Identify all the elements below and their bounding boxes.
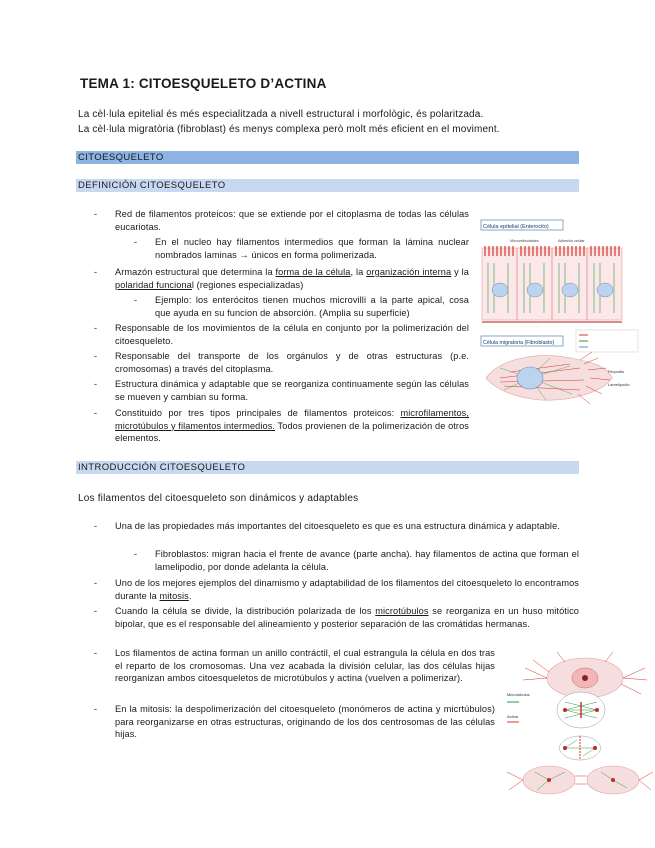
bullet-dash: - <box>94 379 98 389</box>
mitosis-cell-2 <box>557 692 605 728</box>
bullet-dash: - <box>94 323 98 333</box>
introduccion-item-4: Los filamentos de actina forman un anillo contráctil, el cual estrangula la célula en dos tras el reparto de los cromosomas. Una vez acabada la división celular, las dos células hijas reorganizan ambos citoesqueletos de microtúbulos y actina (vuelven a polimerizar). <box>115 648 495 684</box>
introduccion-lead: Los filamentos del citoesqueleto son dinámicos y adaptables <box>78 493 359 504</box>
definicion-item-1: Red de filamentos proteicos: que se extiende por el citoplasma de todas las células eucariotas. <box>115 209 469 232</box>
page-title: TEMA 1: CITOESQUELETO D’ACTINA <box>80 76 327 91</box>
bullet-dash: - <box>134 549 138 559</box>
bullet-dash: - <box>94 578 98 588</box>
actin-label: Actina <box>507 714 519 719</box>
lamelipodio-label: Lamelipodio <box>608 382 630 387</box>
bullet-dash: - <box>94 408 98 418</box>
introduccion-item-1-sub: Fibroblastos: migran hacia el frente de avance (parte ancha). hay filamentos de actina que forman el lamelipodio, por donde adelanta la célula. <box>155 549 579 572</box>
definicion-item-6: Constituido por tres tipos principales de filamentos proteicos: microfilamentos, microtúbulos y filamentos intermedios. Todos provienen de la polimerización de otros elementos. <box>115 408 469 444</box>
bullet-dash: - <box>94 704 98 714</box>
bullet-dash: - <box>94 521 98 531</box>
bullet-dash: - <box>134 237 138 247</box>
definicion-item-2: Armazón estructural que determina la forma de la célula, la organización interna y la polaridad funcional (regiones especializadas) <box>115 267 469 290</box>
epithelial-label: Célula epitelial (Enterocito) <box>483 224 549 230</box>
introduccion-item-5: En la mitosis: la despolimerización del citoesqueleto (monómeros de actina y micrtúbulos) para reorganizarse en otras estructuras, originando de los dos centrosomas de las células hijas. <box>115 704 495 740</box>
section-citoesqueleto: CITOESQUELETO <box>76 151 579 164</box>
epithelial-cells <box>482 246 622 322</box>
definicion-item-2-sub: Ejemplo: los enterócitos tienen muchos microvilli a la parte apical, cosa que ayuda en su funcion de absorción. (Amplia su superficie) <box>155 295 469 318</box>
mitosis-figure <box>505 650 655 798</box>
fibroblast-cell <box>486 352 612 404</box>
introduccion-item-2: Uno de los mejores ejemplos del dinamismo y adaptabilidad de los filamentos del citoesqueleto lo encontramos durante la mitosis. <box>115 578 579 601</box>
intro-line-1: La cèl·lula epitelial és més especialitzada a nivell estructural i morfològic, és polaritzada. <box>78 109 484 120</box>
intro-line-2: La cèl·lula migratòria (fibroblast) és menys complexa però molt més eficient en el moviment. <box>78 124 500 135</box>
figure-legend <box>576 330 638 352</box>
bullet-dash: - <box>94 209 98 219</box>
section-introduccion: INTRODUCCIÓN CITOESQUELETO <box>76 461 579 474</box>
bullet-dash: - <box>94 267 98 277</box>
mitosis-cell-3 <box>559 736 601 760</box>
definicion-item-3: Responsable de los movimientos de la célula en conjunto por la polimerización del citoesqueleto. <box>115 323 469 346</box>
bullet-dash: - <box>134 295 138 305</box>
bullet-dash: - <box>94 351 98 361</box>
bullet-dash: - <box>94 606 98 616</box>
introduccion-item-3: Cuando la célula se divide, la distribución polarizada de los microtúbulos se reorganiza en un huso mitótico bipolar, que es el responsable del alineamiento y posterior separación de las cromátidas hermanas. <box>115 606 579 629</box>
cell-types-figure <box>480 218 640 408</box>
bullet-dash: - <box>94 648 98 658</box>
mitosis-cell-4 <box>507 766 653 794</box>
microtubules-label: Microtúbulos <box>507 692 530 697</box>
mitosis-cell-1 <box>523 652 647 698</box>
section-definicion: DEFINICIÓN CITOESQUELETO <box>76 179 579 192</box>
definicion-item-1-sub: En el nucleo hay filamentos intermedios que forman la lámina nuclear nombrados laminas → únicos en forma polimerizada. <box>155 237 469 260</box>
migratory-label: Célula migratoria (Fibroblasto) <box>483 340 555 346</box>
microvilli-label: Microvellosidades <box>510 239 539 243</box>
adhesion-label: Adhesión celular <box>558 239 585 243</box>
introduccion-item-1: Una de las propiedades más importantes del citoesqueleto es que es una estructura dinámica y adaptable. <box>115 521 560 531</box>
definicion-item-4: Responsable del transporte de los orgánulos y de otras estructuras (p.e. cromosomas) a través del citoplasma. <box>115 351 469 374</box>
filopodio-label: Filopodio <box>608 369 625 374</box>
definicion-item-5: Estructura dinámica y adaptable que se reorganiza continuamente según las células se mueven y cambian su forma. <box>115 379 469 402</box>
svg-text:· · · · · · · · · · ·: · · · · · · · · · · · <box>520 325 541 329</box>
